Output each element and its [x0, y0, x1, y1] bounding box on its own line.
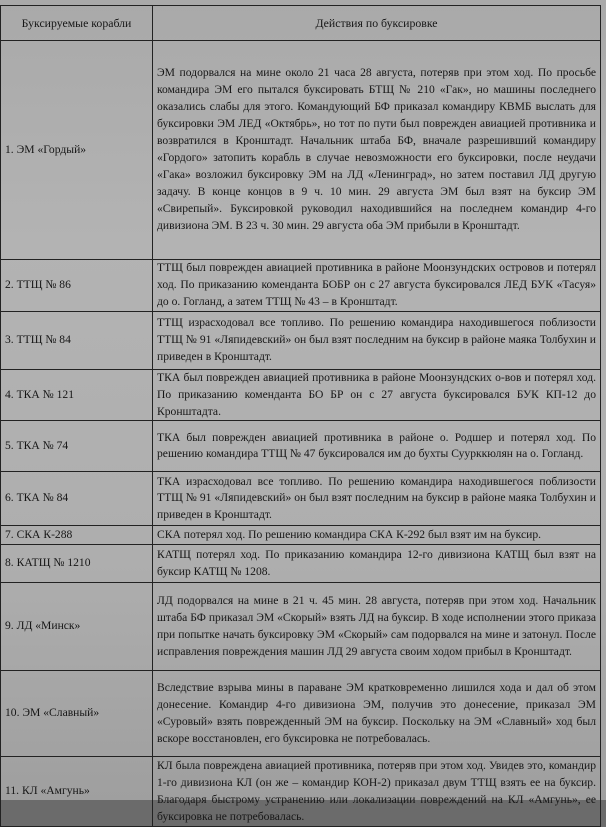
- action-cell: КАТЩ потерял ход. По приказанию командира 12-го дивизиона КАТЩ был взят на буксир КАТЩ № 1208.: [153, 545, 601, 583]
- ship-cell: 1. ЭМ «Гордый»: [1, 41, 153, 260]
- ship-cell: 5. ТКА № 74: [1, 421, 153, 472]
- ship-cell: 2. ТТЩ № 86: [1, 260, 153, 312]
- table-row: [1, 41, 601, 260]
- action-cell: ТТЩ израсходовал все топливо. По решению командира находившегося поблизости ТТЩ № 91 «Ляпидевский» он был взят последним на буксир в районе маяка Толбухин и приведен в Кронштадт.: [153, 311, 601, 369]
- table-header-row: [1, 6, 601, 41]
- table-row: [1, 671, 601, 757]
- header-actions: Действия по буксировке: [153, 6, 601, 41]
- table-row: [1, 526, 601, 545]
- action-cell: ТКА был поврежден авиацией противника в районе Моонзундских о-вов и потерял ход. По приказанию коменданта БО БР он с 27 августа буксировался БУК КП-12 до Кронштадта.: [153, 369, 601, 421]
- action-cell: КЛ была повреждена авиацией противника, потеряв при этом ход. Увидев это, командир 1-го дивизиона КЛ (он же – командир КОН-2) приказал двум ТТЩ взять ее на буксир. Благодаря быстрому устранению или локализации повреждений на КЛ «Амгунь», ее буксировка не потребовалась.: [153, 757, 601, 827]
- table-row: [1, 369, 601, 421]
- action-cell: ЭМ подорвался на мине около 21 часа 28 августа, потеряв при этом ход. По просьбе командира ЭМ его пытался буксировать БТЩ № 210 «Гак», но машины последнего оказались слабы для этого. Командующий БФ приказал командиру КВМБ выслать для буксировки ЭМ ЛЕД «Октябрь», но тот по пути был поврежден авиацией противника и возвратился в Кронштадт. Начальник штаба БФ, вначале разрешивший командиру «Гордого» затопить корабль в случае невозможности его буксировки, после неудачи «Гака» возложил буксировку ЭМ на ЛД «Ленинград», но затем поставил ЛД другую задачу. В конце концов в 9 ч. 10 мин. 29 августа ЭМ был взят на буксир ЭМ «Свирепый». Буксировкой руководил находившийся на последнем командир 4-го дивизиона ЭМ. В 23 ч. 30 мин. 29 августа оба ЭМ прибыли в Кронштадт.: [153, 41, 601, 260]
- action-cell: ТКА израсходовал все топливо. По решению командира находившегося поблизости ТТЩ № 91 «Ляпидевский» он был взят последним на буксир в районе маяка Толбухин и приведен в Кронштадт.: [153, 472, 601, 526]
- action-cell: Вследствие взрыва мины в параване ЭМ кратковременно лишился хода и дал об этом донесение. Командир 4-го дивизиона ЭМ, получив это донесение, приказал ЭМ «Суровый» взять поврежденный ЭМ на буксир. Поскольку на ЭМ «Славный» ход был вскоре восстановлен, его буксировка не потребовалась.: [153, 671, 601, 757]
- ship-cell: 4. ТКА № 121: [1, 369, 153, 421]
- table-row: [1, 260, 601, 312]
- table-row: [1, 757, 601, 827]
- ship-cell: 8. КАТЩ № 1210: [1, 545, 153, 583]
- ship-cell: 3. ТТЩ № 84: [1, 311, 153, 369]
- table-row: [1, 545, 601, 583]
- table-row: [1, 472, 601, 526]
- action-cell: ЛД подорвался на мине в 21 ч. 45 мин. 28 августа, потеряв при этом ход. Начальник штаба БФ приказал ЭМ «Скорый» взять ЛД на буксир. В ходе исполнении этого приказа при попытке начать буксировку ЭМ «Скорый» сам подорвался на мине и затонул. После исправления повреждения машин ЛД 29 августа своим ходом прибыл в Кронштадт.: [153, 583, 601, 671]
- ship-cell: 7. СКА К-288: [1, 526, 153, 545]
- table-row: [1, 311, 601, 369]
- header-ships: Буксируемые корабли: [1, 6, 153, 41]
- ship-cell: 11. КЛ «Амгунь»: [1, 757, 153, 827]
- ship-cell: 6. ТКА № 84: [1, 472, 153, 526]
- table-row: [1, 421, 601, 472]
- table-row: [1, 583, 601, 671]
- ship-cell: 9. ЛД «Минск»: [1, 583, 153, 671]
- action-cell: ТКА был поврежден авиацией противника в районе о. Родшер и потерял ход. По решению командира ТТЩ № 47 буксировался им до бухты Суурккюлян на о. Гогланд.: [153, 421, 601, 472]
- action-cell: СКА потерял ход. По решению командира СКА К-292 был взят им на буксир.: [153, 526, 601, 545]
- action-cell: ТТЩ был поврежден авиацией противника в районе Моонзундских островов и потерял ход. По приказанию коменданта БОБР он с 27 августа буксировался ЛЕД БУК «Тасуя» до о. Гогланд, а затем ТТЩ № 43 – в Кронштадт.: [153, 260, 601, 312]
- ship-cell: 10. ЭМ «Славный»: [1, 671, 153, 757]
- towing-table: [0, 5, 601, 827]
